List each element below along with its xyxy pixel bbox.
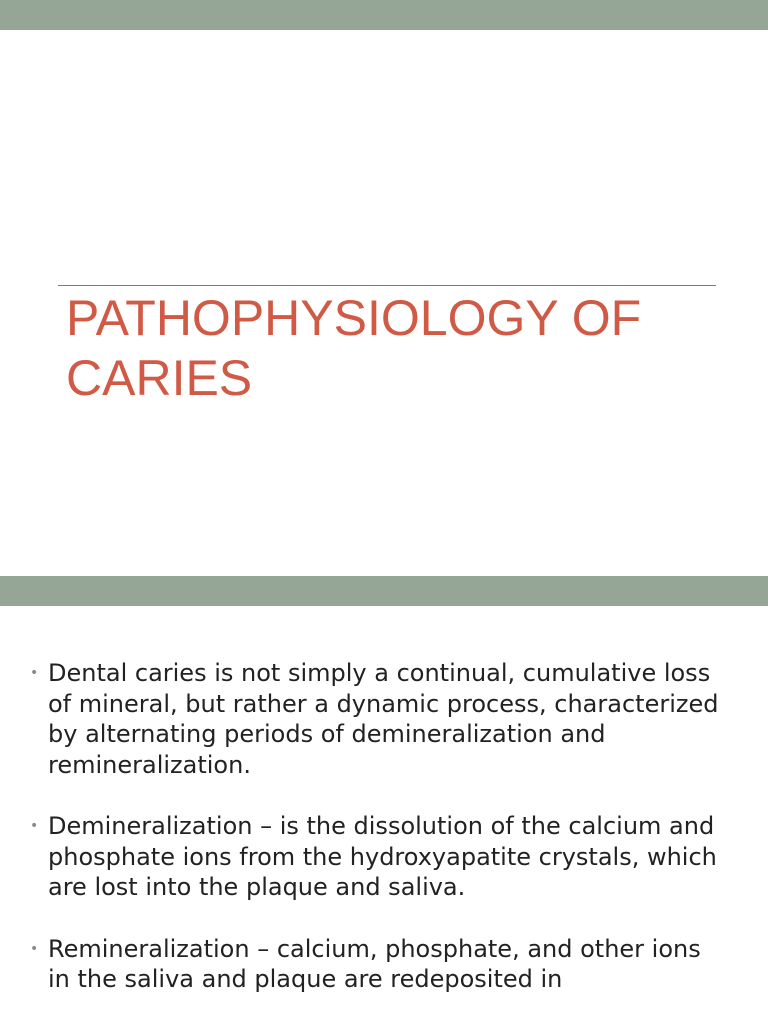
bullet-list [30, 658, 730, 1024]
bullet-icon: • [30, 665, 39, 681]
bullet-text: Remineralization – calcium, phosphate, and other ions in the saliva and plaque are redeposited in [48, 934, 701, 993]
bullet-item [30, 658, 730, 780]
content-slide [0, 606, 768, 1024]
slide-separator-band [0, 576, 768, 606]
slide-title: PATHOPHYSIOLOGY OF CARIES [66, 290, 642, 406]
bullet-icon: • [30, 818, 39, 834]
bullet-item [30, 811, 730, 903]
title-divider-line [58, 285, 716, 286]
bullet-item [30, 934, 730, 995]
top-accent-band [0, 0, 768, 30]
bullet-text: Demineralization – is the dissolution of the calcium and phosphate ions from the hydroxyapatite crystals, which are lost into the plaque and saliva. [48, 812, 717, 901]
title-slide [0, 30, 768, 576]
bullet-icon: • [30, 940, 39, 957]
bullet-text: Dental caries is not simply a continual, cumulative loss of mineral, but rather a dynamic process, characterized by alternating periods of demineralization and remineralization. [48, 659, 719, 779]
